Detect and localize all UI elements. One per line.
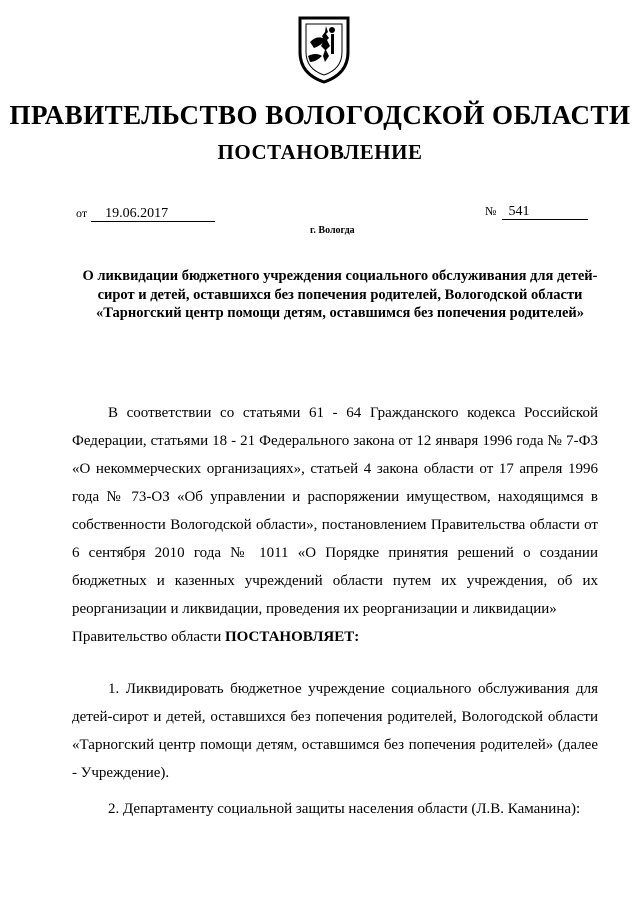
resolves-prefix: Правительство области bbox=[72, 629, 225, 645]
resolves-paragraph bbox=[72, 623, 598, 651]
date-value: 19.06.2017 bbox=[91, 206, 215, 222]
number-value: 541 bbox=[502, 204, 588, 220]
item-2: 2. Департаменту социальной защиты населения области (Л.В. Каманина): bbox=[108, 801, 581, 817]
number-prefix: № bbox=[485, 204, 497, 218]
preamble-paragraph: В соответствии со статьями 61 - 64 Гражданского кодекса Российской Федерации, статьями 18 - 21 Федерального закона от 12 января 1996 года № 7-ФЗ «О некоммерческих организациях», статьей 4 закона области от 17 апреля 1996 года № 73-ОЗ «Об управлении и распоряжении имуществом, находящимся в собственности Вологодской области», постановлением Правительства области от 6 сентября 2010 года № 1011 «О Порядке принятия решений о создании бюджетных и казенных учреждений области путем их учреждения, об их реорганизации и ликвидации, проведения их реорганизации и ликвидации» bbox=[72, 405, 598, 617]
document-number bbox=[485, 204, 588, 220]
resolves-word: ПОСТАНОВЛЯЕТ: bbox=[224, 629, 360, 645]
document-body bbox=[72, 399, 598, 823]
coat-of-arms-icon bbox=[296, 12, 352, 84]
item-1: 1. Ликвидировать бюджетное учреждение социального обслуживания для детей-сирот и детей, оставшихся без попечения родителей, Вологодской области «Тарногский центр помощи детям, оставшимся без попечения родителей» (далее - Учреждение). bbox=[72, 681, 598, 781]
government-title: ПРАВИТЕЛЬСТВО ВОЛОГОДСКОЙ ОБЛАСТИ bbox=[9, 100, 631, 130]
document-date bbox=[76, 206, 215, 222]
date-prefix: от bbox=[76, 206, 88, 220]
city: г. Вологда bbox=[310, 225, 355, 236]
document-type: ПОСТАНОВЛЕНИЕ bbox=[217, 140, 423, 164]
document-subject: О ликвидации бюджетного учреждения социального обслуживания для детей-сирот и детей, оставшихся без попечения родителей, Вологодской области «Тарногский центр помощи детям, оставшимся без попечения родителей» bbox=[82, 268, 598, 321]
